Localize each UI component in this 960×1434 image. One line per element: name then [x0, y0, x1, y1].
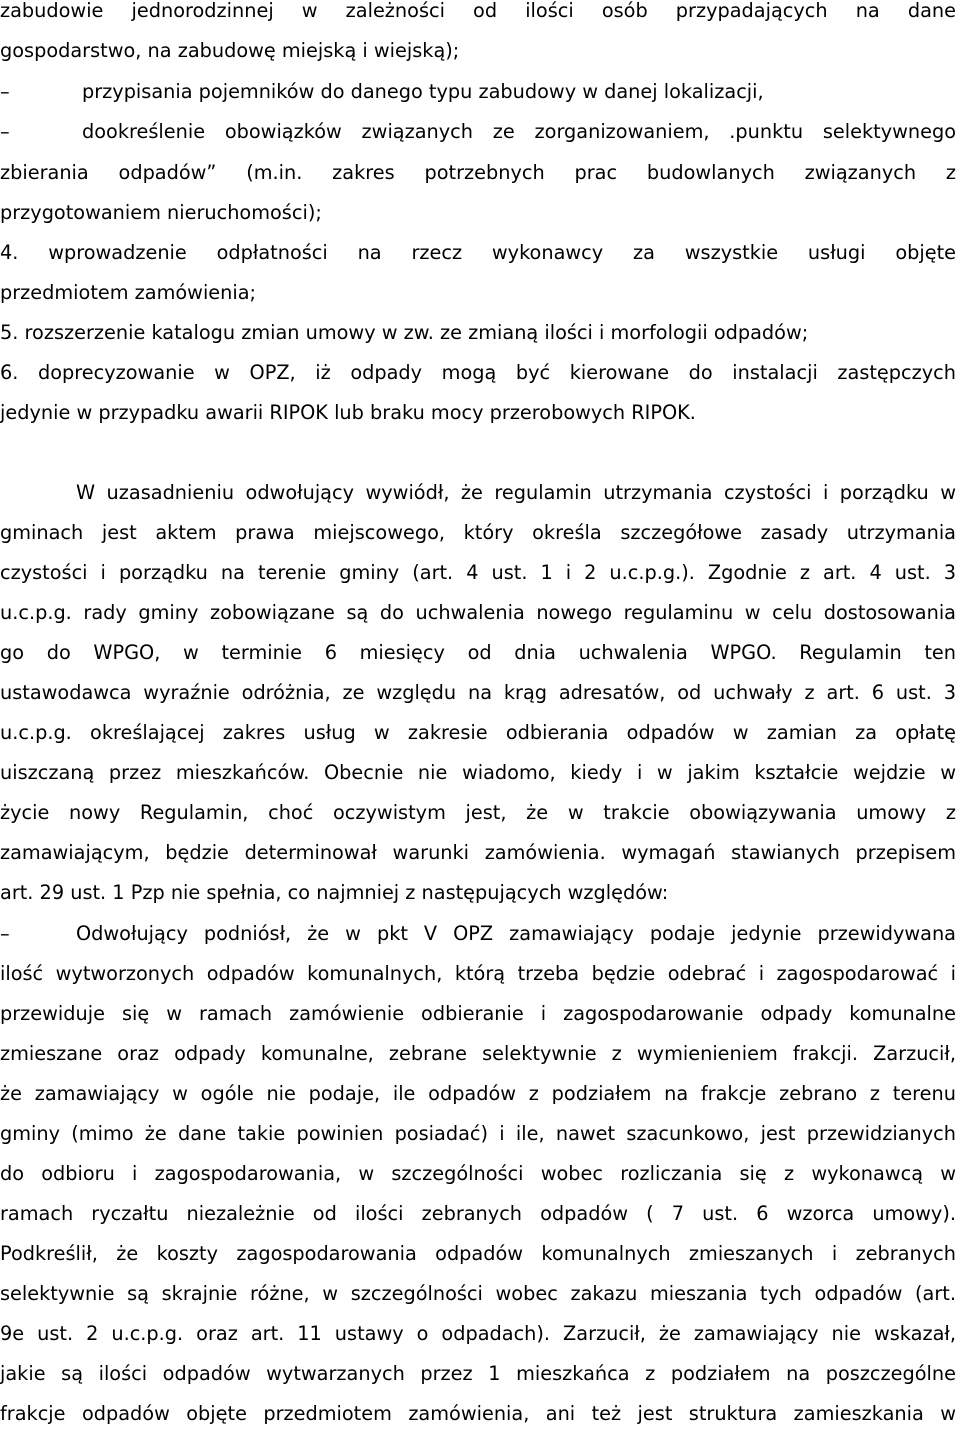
text-run: ramach ryczałtu niezależnie od ilości zebranych odpadów ( 7 ust. 6 wzorca umowy). — [0, 1202, 956, 1225]
text-line: Podkreślił, że koszty zagospodarowania odpadów komunalnych zmieszanych i zebranych — [0, 1242, 956, 1265]
text-line: ilość wytworzonych odpadów komunalnych, którą trzeba będzie odebrać i zagospodarować i — [0, 962, 956, 985]
text-line: życie nowy Regulamin, choć oczywistym jest, że w trakcie obowiązywania umowy z — [0, 801, 956, 824]
text-line: art. 29 ust. 1 Pzp nie spełnia, co najmniej z następujących względów: — [0, 881, 669, 904]
text-line: zbierania odpadów” (m.in. zakres potrzebnych prac budowlanych związanych z — [0, 161, 956, 184]
text-line: 4. wprowadzenie odpłatności na rzecz wykonawcy za wszystkie usługi objęte — [0, 241, 956, 264]
text-line: 5. rozszerzenie katalogu zmian umowy w zw. ze zmianą ilości i morfologii odpadów; — [0, 321, 809, 344]
text-line: 6. doprecyzowanie w OPZ, iż odpady mogą być kierowane do instalacji zastępczych — [0, 361, 956, 384]
text-line: gospodarstwo, na zabudowę miejską i wiejską); — [0, 39, 460, 62]
text-line: przypisania pojemników do danego typu zabudowy w danej lokalizacji, — [82, 80, 764, 103]
text-line — [0, 1194, 956, 1234]
text-line: ustawodawca wyraźnie odróżnia, ze względu na krąg adresatów, od uchwały z art. 6 ust. 3 — [0, 681, 956, 704]
text-line: go do WPGO, w terminie 6 miesięcy od dnia uchwalenia WPGO. Regulamin ten — [0, 641, 956, 664]
text-line: przygotowaniem nieruchomości); — [0, 201, 322, 224]
text-line: zabudowie jednorodzinnej w zależności od ilości osób przypadających na dane — [0, 0, 956, 22]
text-line: zamawiającym, będzie determinował warunki zamówienia. wymagań stawianych przepisem — [0, 841, 956, 864]
list-dash: – — [0, 922, 10, 945]
text-line: dookreślenie obowiązków związanych ze zorganizowaniem, .punktu selektywnego — [82, 120, 956, 143]
text-line: że zamawiający w ogóle nie podaje, ile odpadów z podziałem na frakcje zebrano z terenu — [0, 1082, 956, 1105]
text-line: jedynie w przypadku awarii RIPOK lub braku mocy przerobowych RIPOK. — [0, 401, 696, 424]
text-line: selektywnie są skrajnie różne, w szczególności wobec zakazu mieszania tych odpadów (art. — [0, 1282, 956, 1305]
text-line: Odwołujący podniósł, że w pkt V OPZ zamawiający podaje jedynie przewidywana — [76, 922, 956, 945]
text-line: do odbioru i zagospodarowania, w szczególności wobec rozliczania się z wykonawcą w — [0, 1162, 956, 1185]
text-line: przewiduje się w ramach zamówienie odbieranie i zagospodarowanie odpady komunalne — [0, 1002, 956, 1025]
text-line: 9e ust. 2 u.c.p.g. oraz art. 11 ustawy o odpadach). Zarzucił, że zamawiający nie wskazał, — [0, 1322, 956, 1345]
text-line: jakie są ilości odpadów wytwarzanych przez 1 mieszkańca z podziałem na poszczególne — [0, 1362, 956, 1385]
text-line: gminy (mimo że dane takie powinien posiadać) i ile, nawet szacunkowo, jest przewidzianych — [0, 1122, 956, 1145]
text-line: uiszczaną przez mieszkańców. Obecnie nie wiadomo, kiedy i w jakim kształcie wejdzie w — [0, 761, 956, 784]
text-line: zmieszane oraz odpady komunalne, zebrane selektywnie z wymienieniem frakcji. Zarzucił, — [0, 1042, 956, 1065]
text-line: czystości i porządku na terenie gminy (art. 4 ust. 1 i 2 u.c.p.g.). Zgodnie z art. 4 ust. 3 — [0, 561, 956, 584]
list-dash: – — [0, 120, 10, 143]
text-line: W uzasadnieniu odwołujący wywiódł, że regulamin utrzymania czystości i porządku w — [76, 481, 956, 504]
text-line: u.c.p.g. rady gminy zobowiązane są do uchwalenia nowego regulaminu w celu dostosowania — [0, 601, 956, 624]
text-line: u.c.p.g. określającej zakres usług w zakresie odbierania odpadów w zamian za opłatę — [0, 721, 956, 744]
list-dash: – — [0, 80, 10, 103]
text-line: frakcje odpadów objęte przedmiotem zamówienia, ani też jest struktura zamieszkania w — [0, 1402, 956, 1425]
text-line: gminach jest aktem prawa miejscowego, który określa szczegółowe zasady utrzymania — [0, 521, 956, 544]
text-line: przedmiotem zamówienia; — [0, 281, 257, 304]
